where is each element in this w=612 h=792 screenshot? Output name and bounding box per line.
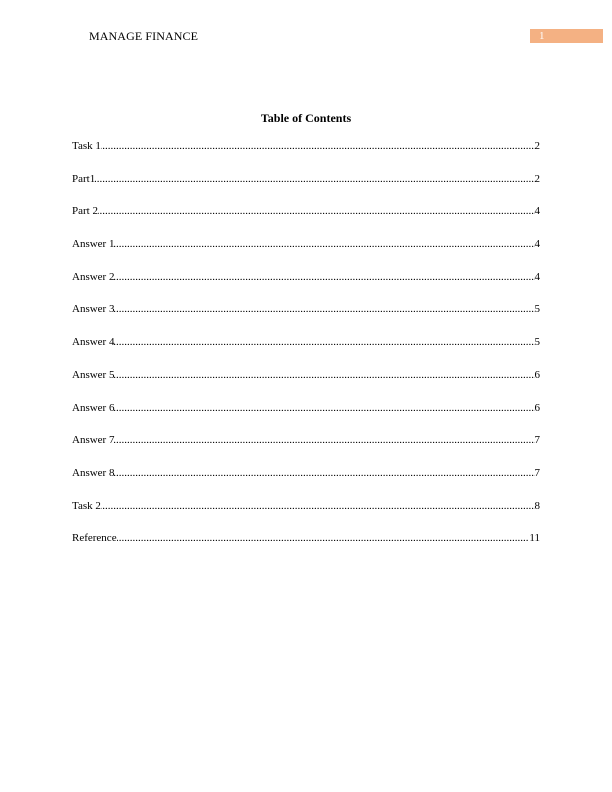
toc-entry-page: 2 [534, 172, 540, 185]
toc-entry-page: 4 [534, 238, 540, 251]
toc-entry-label: Task 2 [72, 499, 101, 512]
toc-entry-answer-7[interactable] [72, 434, 540, 467]
table-of-contents [72, 140, 540, 565]
toc-entry-answer-3[interactable] [72, 303, 540, 336]
toc-entry-label: Reference [72, 532, 117, 545]
toc-entry-page: 7 [534, 466, 540, 479]
toc-entry-label: Part1 [72, 172, 96, 185]
toc-entry-part-2[interactable] [72, 205, 540, 238]
page-number-badge: 1 [530, 29, 603, 43]
toc-entry-answer-4[interactable] [72, 336, 540, 369]
toc-entry-reference[interactable] [72, 532, 540, 565]
toc-entry-label: Answer 1 [72, 238, 115, 251]
toc-entry-answer-2[interactable] [72, 271, 540, 304]
toc-entry-label: Answer 6 [72, 401, 115, 414]
toc-entry-answer-8[interactable] [72, 467, 540, 500]
toc-entry-label: Answer 4 [72, 336, 115, 349]
toc-entry-page: 11 [529, 532, 540, 545]
toc-entry-task-2[interactable] [72, 500, 540, 533]
toc-entry-answer-1[interactable] [72, 238, 540, 271]
toc-entry-page: 4 [534, 205, 540, 218]
toc-entry-label: Answer 3 [72, 303, 115, 316]
toc-entry-page: 5 [534, 336, 540, 349]
toc-entry-page: 8 [534, 499, 540, 512]
toc-entry-task-1[interactable] [72, 140, 540, 173]
header-title: MANAGE FINANCE [89, 29, 199, 43]
toc-entry-answer-6[interactable] [72, 402, 540, 435]
toc-entry-page: 5 [534, 303, 540, 316]
toc-entry-page: 2 [534, 140, 540, 152]
toc-heading: Table of Contents [260, 111, 352, 125]
toc-entry-label: Answer 7 [72, 434, 115, 447]
toc-entry-page: 6 [534, 368, 540, 381]
toc-entry-label: Part 2 [72, 205, 98, 218]
toc-entry-label: Answer 5 [72, 368, 115, 381]
toc-entry-label: Task 1 [72, 140, 101, 152]
toc-entry-answer-5[interactable] [72, 369, 540, 402]
toc-entry-page: 4 [534, 270, 540, 283]
toc-entry-label: Answer 8 [72, 466, 115, 479]
toc-entry-page: 7 [534, 434, 540, 447]
toc-entry-label: Answer 2 [72, 270, 115, 283]
toc-entry-page: 6 [534, 401, 540, 414]
toc-entry-part1[interactable] [72, 173, 540, 206]
